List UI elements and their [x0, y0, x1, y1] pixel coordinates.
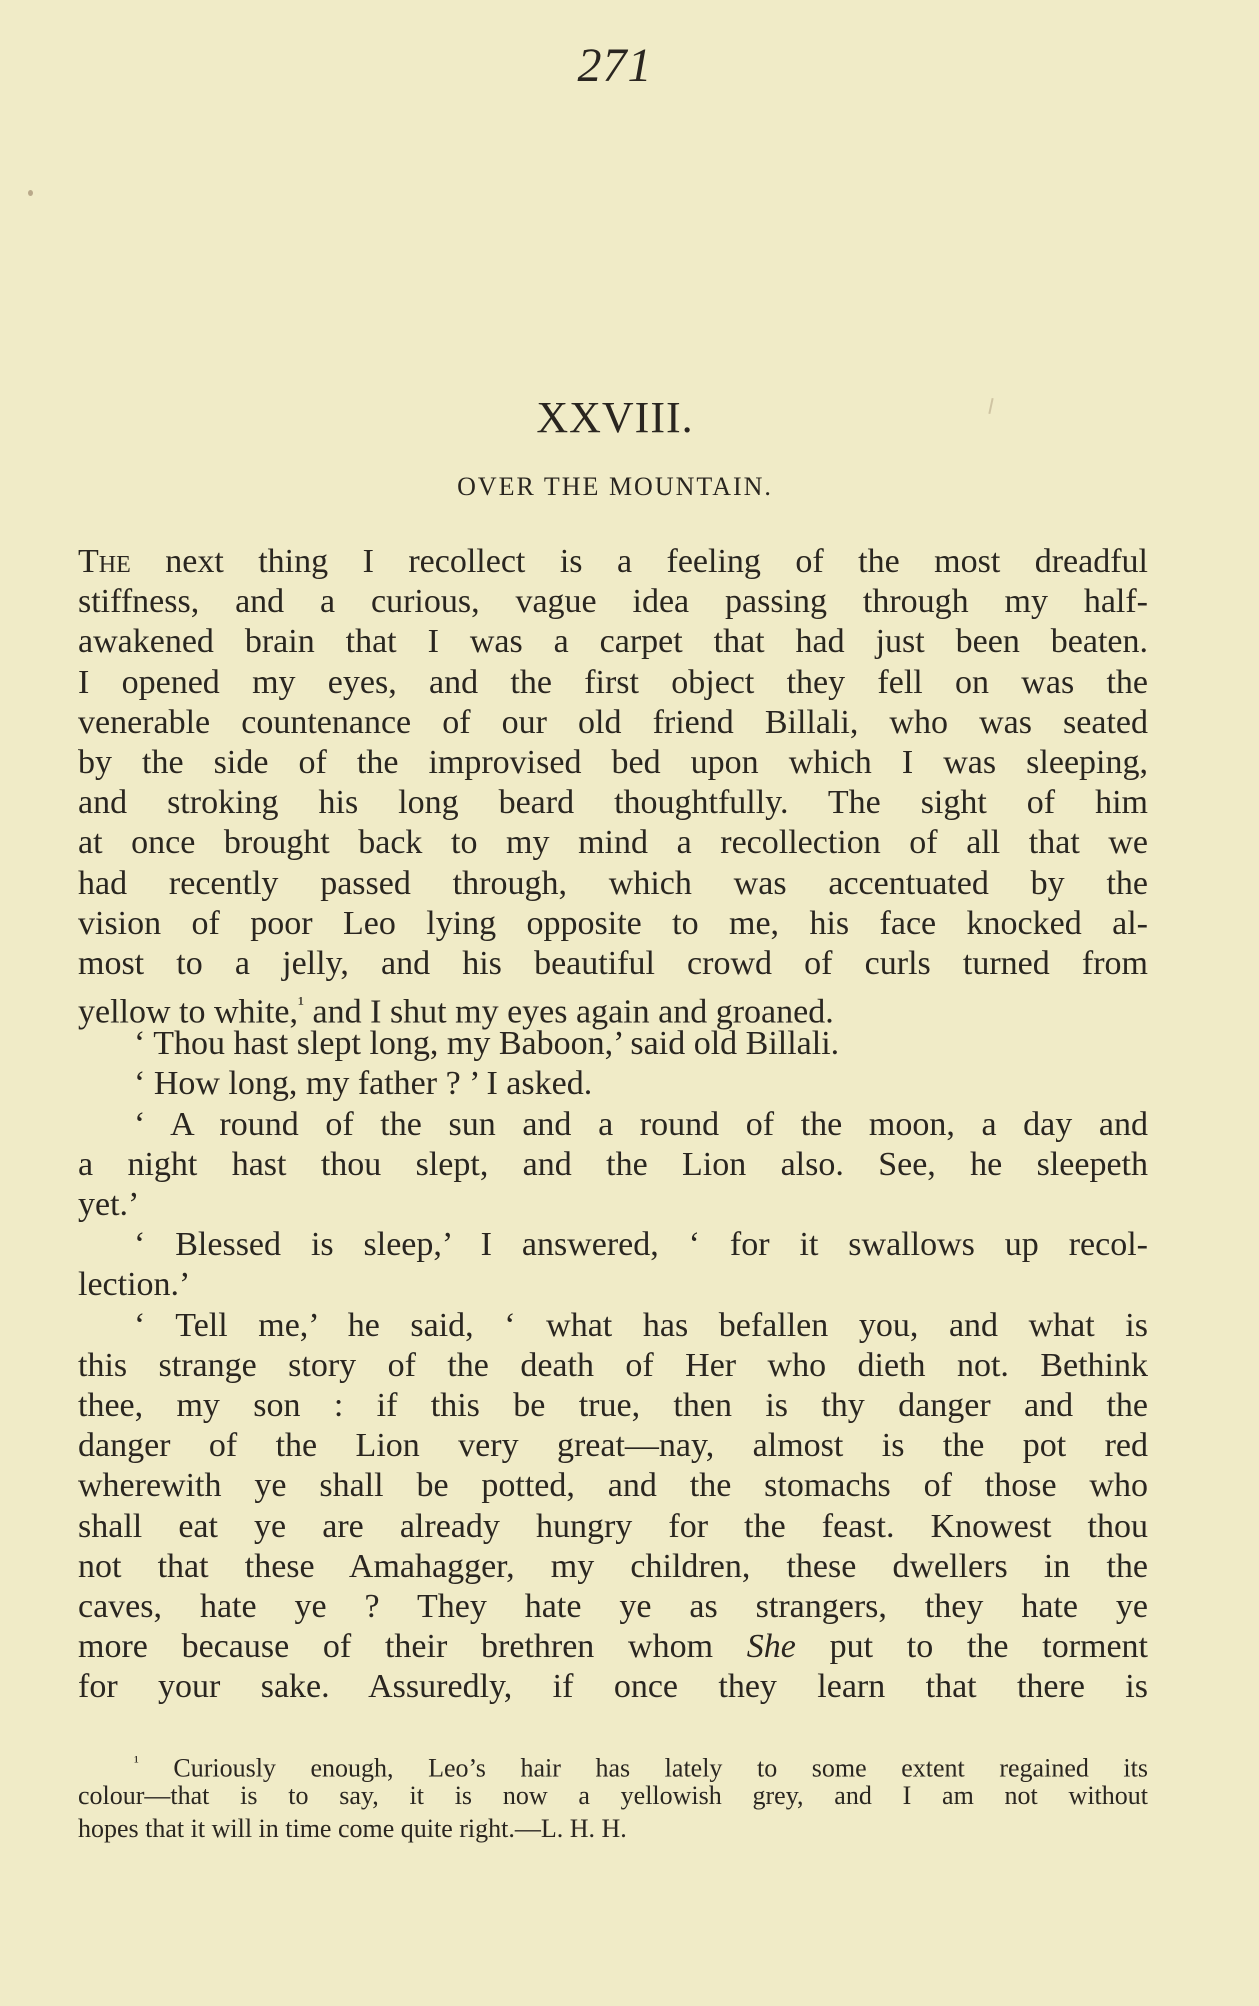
paper-speck — [28, 190, 33, 196]
footnote-line: colour—that is to say, it is now a yellowish grey, and I am not without — [78, 1781, 1148, 1810]
body-text — [78, 542, 1148, 1707]
text-line: for your sake. Assuredly, if once they learn that there is — [78, 1668, 1148, 1706]
text-line: not that these Amahagger, my children, these dwellers in the — [78, 1547, 1148, 1585]
text-line: ‘ Blessed is sleep,’ I answered, ‘ for it swallows up recol- — [134, 1226, 1148, 1264]
text-line: vision of poor Leo lying opposite to me, his face knocked al- — [78, 904, 1148, 942]
emphasized-word: She — [746, 1628, 796, 1666]
text-line: The next thing I recollect is a feeling of the most dreadful — [78, 543, 1148, 580]
text-line: ‘ Thou hast slept long, my Baboon,’ said old Billali. — [134, 1025, 840, 1063]
page-number: 271 — [577, 39, 653, 92]
footnote-line: $^{^1}$ Curiously enough, Leo’s hair has lately to some extent regained its — [134, 1753, 1148, 1783]
text-line: stiffness, and a curious, vague idea passing through my half- — [78, 583, 1148, 621]
text-line: shall eat ye are already hungry for the feast. Knowest thou — [78, 1507, 1148, 1545]
text-line: and stroking his long beard thoughtfully. The sight of him — [78, 784, 1148, 822]
text-line: ‘ Tell me,’ he said, ‘ what has befallen you, and what is — [134, 1306, 1148, 1344]
text-line: I opened my eyes, and the first object they fell on was the — [78, 663, 1148, 701]
text-line: this strange story of the death of Her who dieth not. Bethink — [78, 1346, 1148, 1384]
text-line: thee, my son : if this be true, then is thy danger and the — [78, 1386, 1148, 1424]
chapter-number: XXVIII. — [536, 393, 694, 442]
text-line: a night hast thou slept, and the Lion also. See, he sleepeth — [78, 1145, 1148, 1183]
opening-word: The — [78, 543, 131, 580]
text-line: yellow to white,$^{^1}$ and I shut my eyes again and groaned. — [78, 993, 834, 1031]
text-line: at once brought back to my mind a recollection of all that we — [78, 824, 1148, 862]
footnote-marker: ¹ — [134, 1754, 139, 1771]
text-line: most to a jelly, and his beautiful crowd of curls turned from — [78, 944, 1148, 982]
text-line: caves, hate ye ? They hate ye as strangers, they hate ye — [78, 1587, 1148, 1625]
text-line: wherewith ye shall be potted, and the stomachs of those who — [78, 1467, 1148, 1505]
text-line: had recently passed through, which was accentuated by the — [78, 864, 1148, 902]
text-line: by the side of the improvised bed upon which I was sleeping, — [78, 743, 1148, 781]
text-line: ‘ How long, my father ? ’ I asked. — [134, 1065, 593, 1103]
text-line: venerable countenance of our old friend Billali, who was seated — [78, 703, 1148, 741]
text-line: lection.’ — [78, 1266, 191, 1304]
footnote-line: hopes that it will in time come quite right.—L. H. H. — [78, 1814, 627, 1843]
text-line: awakened brain that I was a carpet that had just been beaten. — [78, 623, 1148, 661]
text-line: ‘ A round of the sun and a round of the moon, a day and — [134, 1105, 1148, 1143]
chapter-title: OVER THE MOUNTAIN. — [457, 472, 773, 501]
text-line: more because of their brethren whom She put to the torment — [78, 1628, 1149, 1666]
footnote-reference: ¹ — [298, 993, 305, 1016]
text-line: danger of the Lion very great—nay, almost is the pot red — [78, 1427, 1148, 1465]
text-line: yet.’ — [78, 1186, 140, 1223]
footnote — [78, 1746, 1148, 1845]
